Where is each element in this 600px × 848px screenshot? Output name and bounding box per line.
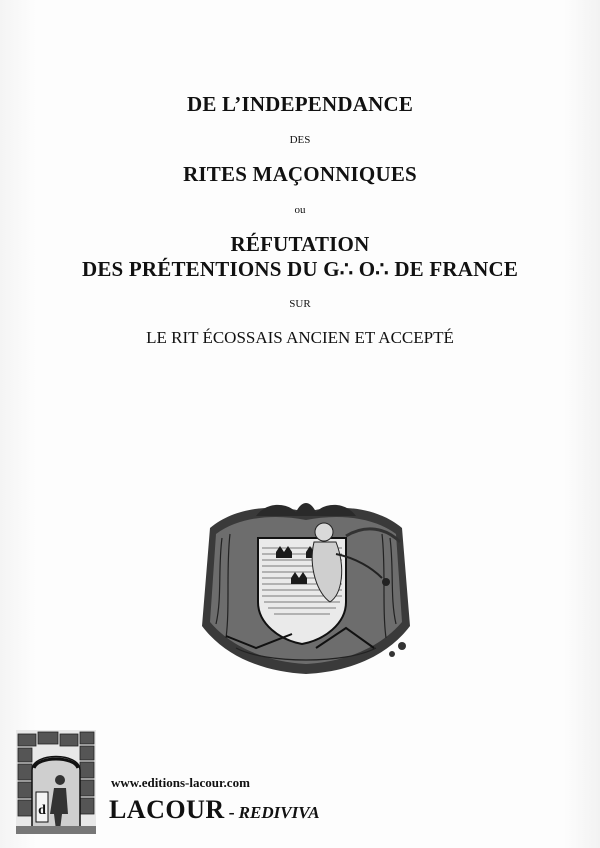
title-line-2: RITES MAÇONNIQUES: [183, 162, 417, 186]
title-line-3a: RÉFUTATION: [230, 232, 370, 256]
publisher-imprint: REDIVIVA: [238, 803, 320, 822]
title-line-4: LE RIT ÉCOSSAIS ANCIEN ET ACCEPTÉ: [146, 328, 454, 347]
svg-text:d: d: [38, 803, 46, 818]
title-line-1: DE L’INDEPENDANCE: [186, 92, 414, 116]
title-line-3: [0, 232, 600, 282]
lacour-arch-logo-icon: [16, 730, 96, 834]
title-connector-des: DES: [289, 134, 311, 146]
masonic-coat-of-arms-icon: [196, 498, 416, 676]
publisher-url: www.editions-lacour.com: [111, 775, 250, 790]
title-connector-ou: ou: [294, 204, 306, 216]
title-line-3b: DES PRÉTENTIONS DU G∴ O∴ DE FRANCE: [81, 257, 519, 281]
title-connector-sur: SUR: [289, 298, 311, 310]
publisher-name: LACOUR: [109, 795, 225, 824]
publisher-brand: [109, 795, 320, 825]
publisher-separator: -: [228, 802, 235, 822]
